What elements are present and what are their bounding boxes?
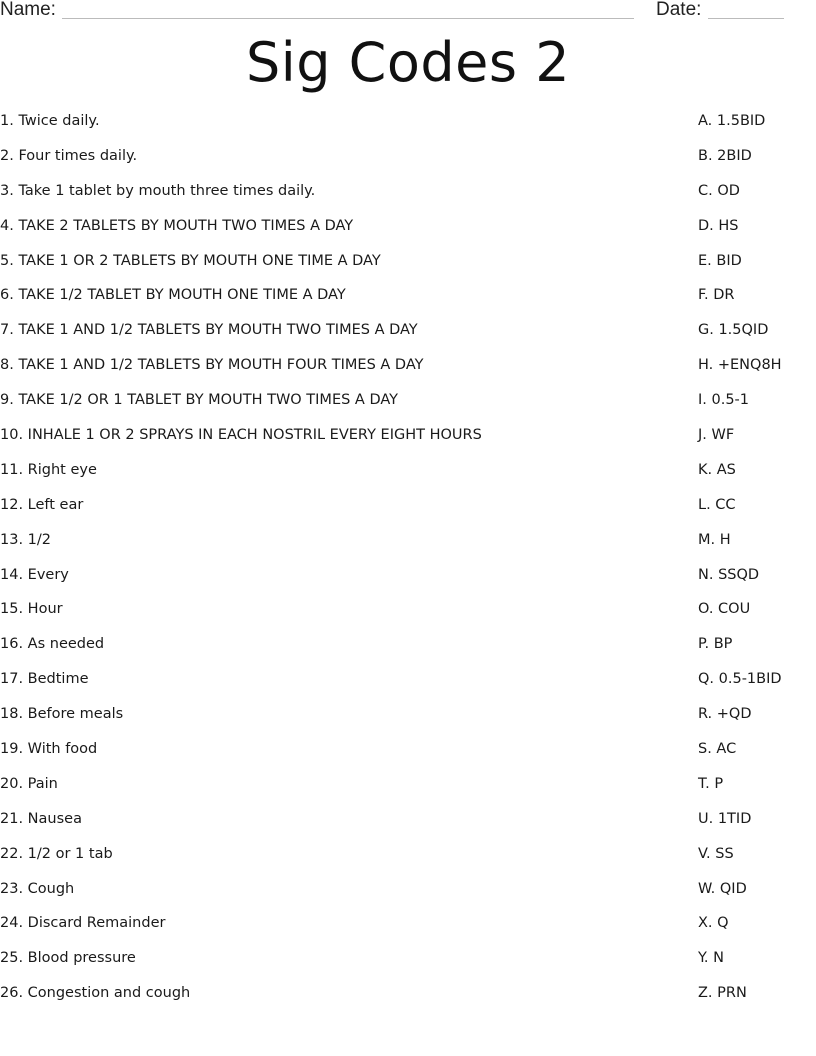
clue-text: 21. Nausea [0,810,82,827]
answer-option: D. HS [698,217,739,234]
list-item [0,767,816,802]
clue-text: 20. Pain [0,775,58,792]
list-item [0,697,816,732]
clue-text: 19. With food [0,741,98,758]
answer-option: O. COU [698,601,751,618]
list-item [0,976,816,1011]
list-item [0,488,816,523]
answer-option: Q. 0.5-1BID [698,671,782,688]
clue-text: 25. Blood pressure [0,950,136,967]
list-item [0,941,816,976]
clue-text: 2. Four times daily. [0,147,138,164]
clue-text: 17. Bedtime [0,671,89,688]
name-label: Name: [0,0,56,20]
list-item [0,592,816,627]
clue-text: 23. Cough [0,880,75,897]
worksheet-header [0,0,816,28]
answer-option: L. CC [698,496,736,513]
list-item [0,104,816,139]
list-item [0,453,816,488]
clue-text: 8. TAKE 1 AND 1/2 TABLETS BY MOUTH FOUR TIMES A DAY [0,357,424,374]
list-item [0,209,816,244]
list-item [0,139,816,174]
clue-text: 26. Congestion and cough [0,985,191,1002]
clue-text: 22. 1/2 or 1 tab [0,845,113,862]
clue-text: 11. Right eye [0,461,97,478]
answer-option: H. +ENQ8H [698,357,782,374]
answer-option: F. DR [698,287,735,304]
answer-option: S. AC [698,741,737,758]
date-field-line[interactable] [708,18,784,19]
page-title: Sig Codes 2 [245,31,571,94]
list-item [0,872,816,907]
list-item [0,906,816,941]
answer-option: A. 1.5BID [698,113,766,129]
answer-option: I. 0.5-1 [698,392,750,409]
list-item [0,383,816,418]
clue-text: 1. Twice daily. [0,113,100,129]
clue-text: 9. TAKE 1/2 OR 1 TABLET BY MOUTH TWO TIMES A DAY [0,392,399,409]
list-item [0,418,816,453]
answer-option: K. AS [698,461,736,478]
list-item [0,662,816,697]
clue-text: 10. INHALE 1 OR 2 SPRAYS IN EACH NOSTRIL EVERY EIGHT HOURS [0,427,482,444]
list-item [0,558,816,593]
clue-text: 18. Before meals [0,706,124,723]
clue-text: 4. TAKE 2 TABLETS BY MOUTH TWO TIMES A DAY [0,217,354,234]
answer-option: E. BID [698,252,742,269]
answer-option: N. SSQD [698,566,760,583]
answer-option: M. H [698,531,731,548]
clue-text: 13. 1/2 [0,531,52,548]
list-item [0,244,816,279]
clue-text: 16. As needed [0,636,105,653]
answer-option: X. Q [698,915,729,932]
answer-option: T. P [698,775,724,792]
clue-text: 12. Left ear [0,496,84,513]
clue-text: 5. TAKE 1 OR 2 TABLETS BY MOUTH ONE TIME A DAY [0,252,381,269]
list-item [0,348,816,383]
answer-option: W. QID [698,880,747,897]
list-item [0,837,816,872]
clue-text: 7. TAKE 1 AND 1/2 TABLETS BY MOUTH TWO TIMES A DAY [0,322,418,339]
clue-text: 14. Every [0,566,69,583]
answer-option: C. OD [698,182,740,199]
list-item [0,523,816,558]
list-item [0,174,816,209]
answer-option: B. 2BID [698,147,752,164]
list-item [0,278,816,313]
clue-text: 24. Discard Remainder [0,915,166,932]
list-item [0,627,816,662]
list-item [0,313,816,348]
date-label: Date: [656,0,702,20]
name-field-line[interactable] [62,18,634,19]
clue-text: 3. Take 1 tablet by mouth three times daily. [0,182,316,199]
clue-text: 6. TAKE 1/2 TABLET BY MOUTH ONE TIME A DAY [0,287,346,304]
answer-option: Y. N [698,950,724,967]
answer-option: P. BP [698,636,733,653]
answer-option: V. SS [698,845,734,862]
clue-text: 15. Hour [0,601,63,618]
answer-option: U. 1TID [698,810,752,827]
list-item [0,732,816,767]
list-item [0,802,816,837]
answer-option: G. 1.5QID [698,322,769,339]
answer-option: Z. PRN [698,985,747,1002]
answer-option: R. +QD [698,706,752,723]
answer-option: J. WF [698,427,735,444]
matching-list [0,104,816,1011]
